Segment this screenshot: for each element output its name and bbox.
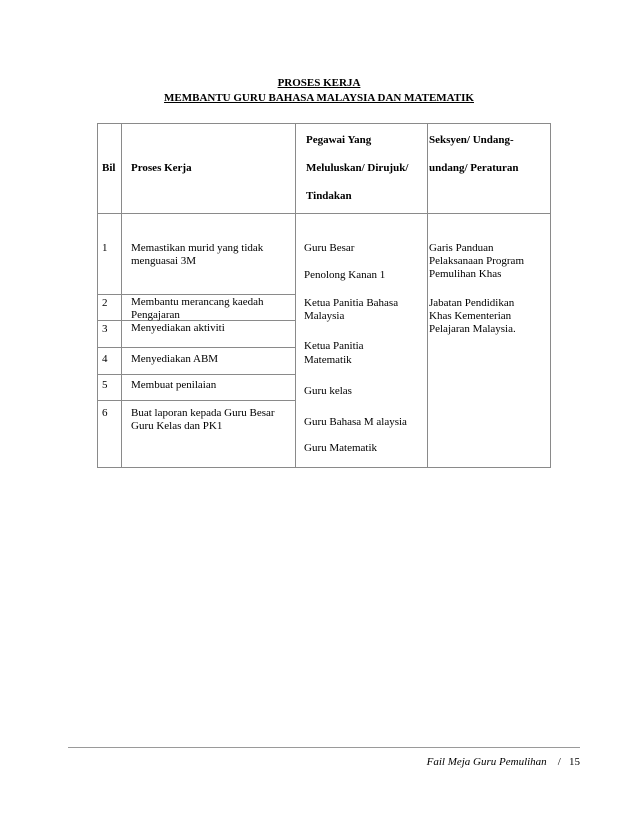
pegawai-item: Guru Besar — [304, 242, 355, 254]
row-proses-line: Menyediakan aktiviti — [131, 322, 225, 334]
row-bil: 2 — [102, 297, 108, 309]
header-pegawai-line: Pegawai Yang — [306, 134, 372, 146]
seksyen-item: Garis Panduan — [429, 242, 494, 254]
row-bil: 6 — [102, 407, 108, 419]
row-divider — [98, 347, 296, 348]
header-bil: Bil — [102, 162, 116, 174]
pegawai-item: Guru Matematik — [304, 442, 378, 454]
row-proses-line: Buat laporan kepada Guru Besar — [131, 407, 275, 419]
header-seksyen-line: Seksyen/ Undang- — [429, 134, 514, 146]
row-proses-line: Membuat penilaian — [131, 379, 217, 391]
col-divider — [121, 124, 122, 467]
document-title: PROSES KERJA — [277, 77, 361, 89]
pegawai-item: Guru kelas — [304, 385, 352, 397]
header-pegawai-line: Meluluskan/ Dirujuk/ — [306, 162, 409, 174]
seksyen-item: Khas Kementerian — [429, 310, 512, 322]
row-divider — [98, 320, 296, 321]
row-bil: 1 — [102, 242, 108, 254]
row-proses-line: Menyediakan ABM — [131, 353, 219, 365]
pegawai-item: Matematik — [304, 354, 352, 366]
col-divider — [427, 124, 428, 467]
pegawai-item: Guru Bahasa M alaysia — [304, 416, 407, 428]
row-proses-line: Membantu merancang kaedah — [131, 296, 264, 308]
page-footer — [427, 756, 580, 768]
seksyen-item: Jabatan Pendidikan — [429, 297, 515, 309]
seksyen-item: Pelajaran Malaysia. — [429, 323, 516, 335]
document-subtitle: MEMBANTU GURU BAHASA MALAYSIA DAN MATEMATIK — [164, 92, 474, 104]
row-divider — [98, 294, 296, 295]
row-proses-line: Guru Kelas dan PK1 — [131, 420, 223, 432]
col-divider — [295, 124, 296, 467]
pegawai-item: Penolong Kanan 1 — [304, 269, 386, 281]
row-divider — [98, 400, 296, 401]
row-proses-line: Pengajaran — [131, 309, 180, 321]
footer-text: Fail Meja Guru Pemulihan — [426, 756, 547, 768]
seksyen-item: Pelaksanaan Program — [429, 255, 524, 267]
header-divider — [98, 213, 550, 214]
page-number: 15 — [569, 756, 580, 768]
seksyen-item: Pemulihan Khas — [429, 268, 502, 280]
header-seksyen-line: undang/ Peraturan — [429, 162, 519, 174]
row-bil: 5 — [102, 379, 108, 391]
row-bil: 3 — [102, 323, 108, 335]
header-proses-kerja: Proses Kerja — [131, 162, 192, 174]
footer-divider — [68, 747, 580, 748]
header-pegawai-line: Tindakan — [306, 190, 352, 202]
pegawai-item: Malaysia — [304, 310, 345, 322]
row-divider — [98, 374, 296, 375]
pegawai-item: Ketua Panitia Bahasa — [304, 297, 399, 309]
process-table — [97, 123, 551, 468]
row-bil: 4 — [102, 353, 108, 365]
row-proses-line: Memastikan murid yang tidak — [131, 242, 264, 254]
pegawai-item: Ketua Panitia — [304, 340, 364, 352]
row-proses-line: menguasai 3M — [131, 255, 197, 267]
footer-separator: / — [557, 756, 561, 768]
